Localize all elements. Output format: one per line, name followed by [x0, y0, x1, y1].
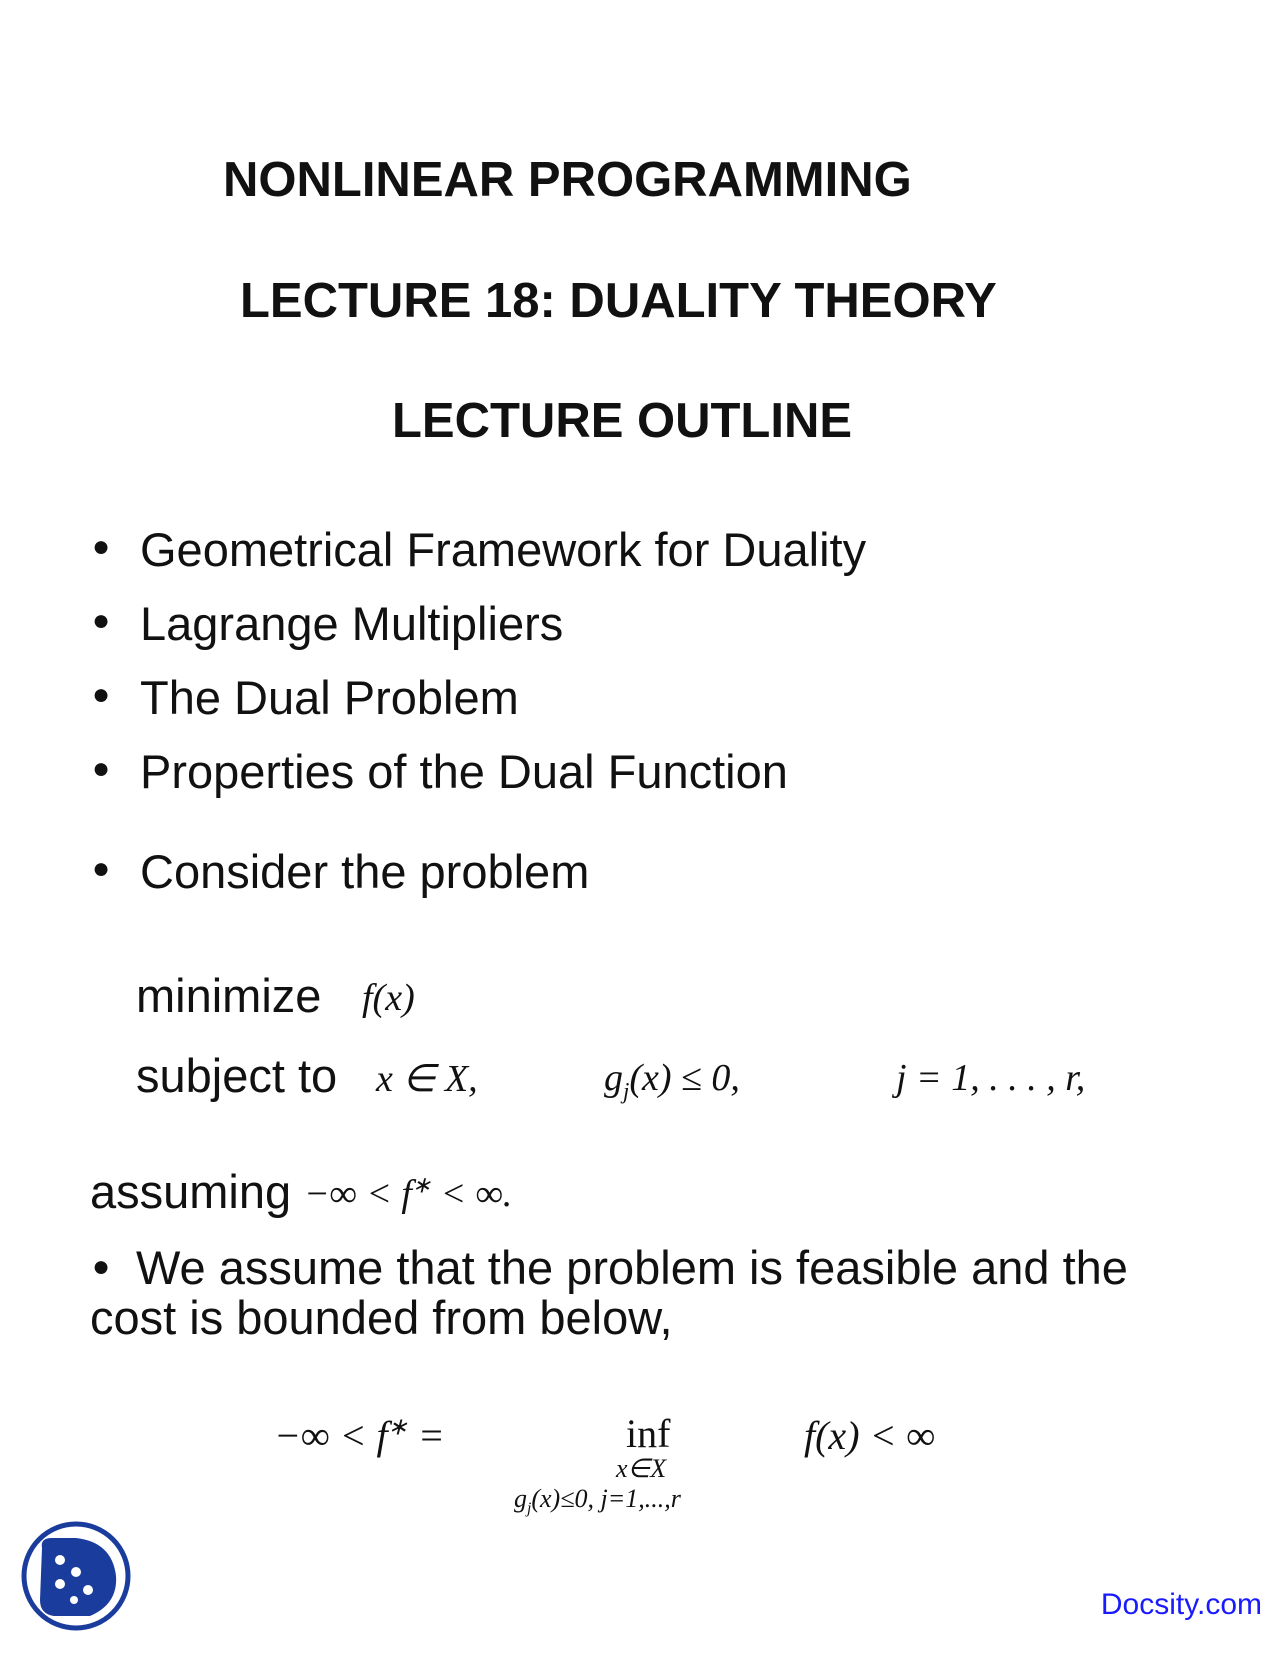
constraint-func: g — [604, 1057, 623, 1099]
bullet-icon: ● — [92, 852, 111, 885]
lecture-title: LECTURE 18: DUALITY THEORY — [240, 274, 997, 328]
outline-item-3: The Dual Problem — [140, 671, 519, 724]
docsity-brand-link[interactable]: Docsity.com — [1100, 1588, 1262, 1621]
subject-to-label: subject to — [136, 1049, 338, 1102]
assuming-expression — [304, 1172, 512, 1216]
eq-sub2-rest: (x)≤0, j=1,...,r — [531, 1484, 681, 1513]
outline-item-2: Lagrange Multipliers — [140, 597, 564, 650]
assuming-star: ∗ — [411, 1172, 432, 1198]
eq-left-end: = — [407, 1413, 445, 1458]
eq-inf: inf — [626, 1411, 671, 1456]
outline-item-1: Geometrical Framework for Duality — [140, 523, 867, 576]
eq-left-star: ∗ — [387, 1414, 408, 1441]
index-range: j = 1, . . . , r, — [896, 1057, 1086, 1099]
assuming-math-end: < ∞. — [431, 1173, 513, 1215]
inequality-constraint — [604, 1056, 740, 1105]
minimize-label: minimize — [136, 969, 322, 1022]
constraint-set: x ∈ X, — [376, 1058, 478, 1100]
outline-title: LECTURE OUTLINE — [392, 394, 853, 448]
eq-left-math: −∞ < f — [274, 1413, 388, 1458]
bullet-icon: ● — [92, 1250, 111, 1283]
bullet-icon: ● — [92, 530, 111, 563]
eq-subscript-2 — [514, 1484, 681, 1518]
bullet-icon: ● — [92, 678, 111, 711]
problem-intro: Consider the problem — [140, 845, 590, 898]
course-title: NONLINEAR PROGRAMMING — [223, 153, 912, 207]
constraint-rest: (x) ≤ 0, — [629, 1057, 740, 1099]
constraint-subscript: j — [623, 1078, 630, 1104]
assuming-label: assuming — [90, 1165, 292, 1218]
eq-sub2-func: g — [514, 1484, 527, 1513]
eq-sub2-j: j — [527, 1500, 532, 1518]
equation-right: f(x) < ∞ — [804, 1413, 936, 1458]
assumption-line-2: cost is bounded from below, — [90, 1291, 673, 1344]
bullet-icon: ● — [92, 752, 111, 785]
docsity-logo-icon — [20, 1520, 132, 1632]
eq-subscript-1: x∈X — [616, 1454, 667, 1483]
bullet-icon: ● — [92, 604, 111, 637]
objective-function: f(x) — [362, 977, 415, 1019]
assumption-line-1: We assume that the problem is feasible and the — [136, 1241, 1128, 1294]
outline-item-4: Properties of the Dual Function — [140, 745, 788, 798]
assuming-math: −∞ < f — [304, 1173, 412, 1215]
equation-left — [274, 1412, 445, 1459]
